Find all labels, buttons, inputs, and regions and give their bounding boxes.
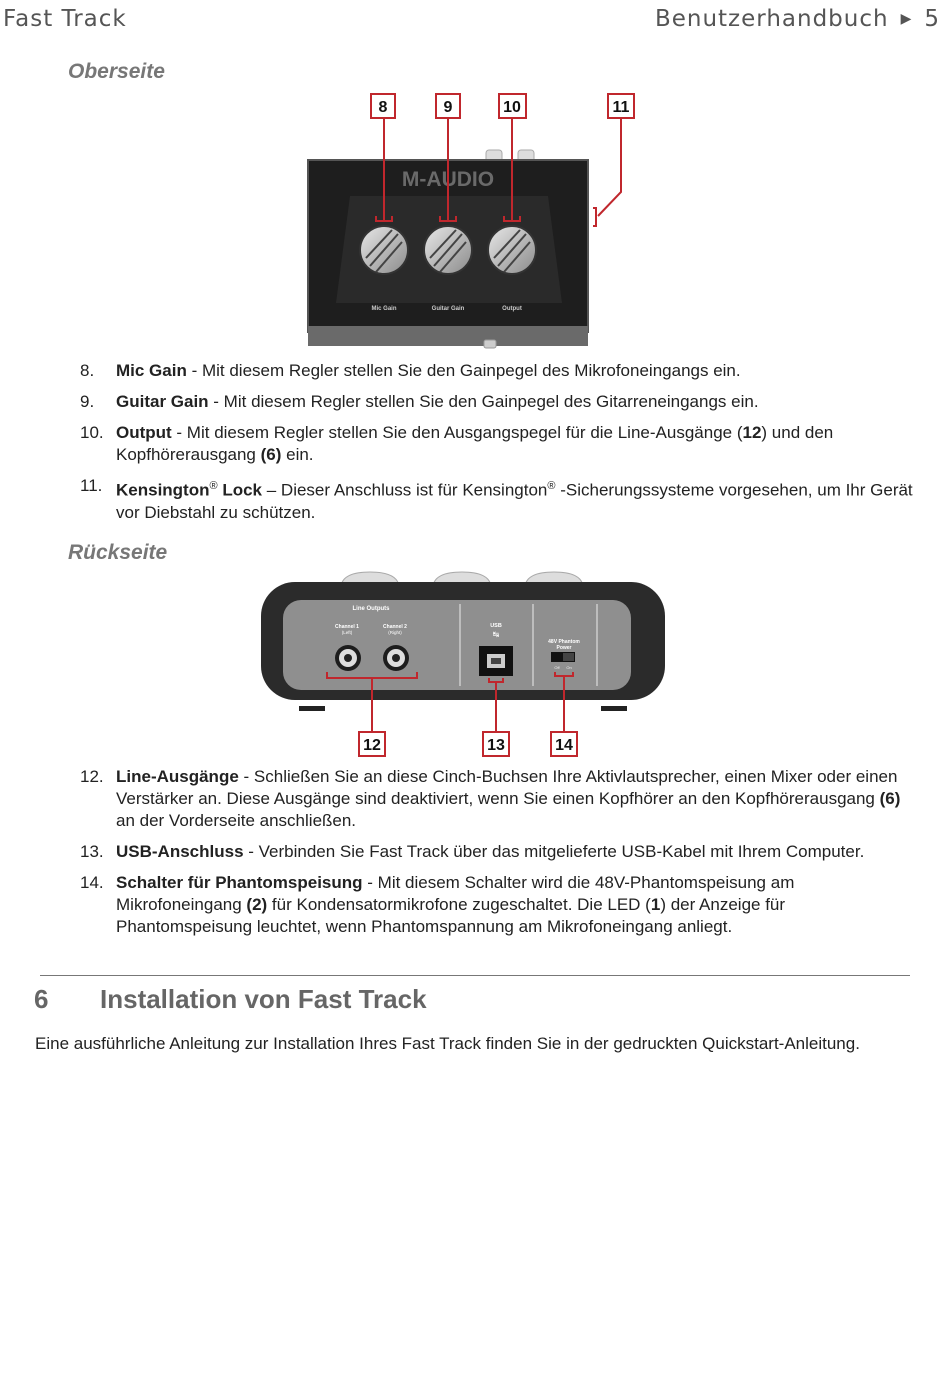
knob-label: Guitar Gain bbox=[431, 306, 465, 312]
item-term: Mic Gain bbox=[116, 361, 187, 380]
manual-title: Benutzerhandbuch bbox=[654, 6, 889, 32]
phantom-power-switch bbox=[551, 652, 575, 662]
back-panel-figure bbox=[255, 568, 675, 760]
item-number: 12. bbox=[80, 767, 104, 786]
section-divider bbox=[40, 975, 910, 976]
callout-12 bbox=[359, 732, 385, 756]
device-brand: M-AUDIO bbox=[401, 168, 495, 191]
usb-icon: ↹ bbox=[492, 630, 500, 639]
list-item bbox=[80, 360, 920, 382]
output-knob bbox=[488, 226, 536, 274]
item-number: 8. bbox=[80, 361, 95, 380]
callout-13 bbox=[483, 732, 509, 756]
page-number: 5 bbox=[924, 6, 940, 32]
running-header-right bbox=[655, 6, 940, 32]
callout-9 bbox=[436, 94, 460, 118]
item-text: Mic Gain - Mit diesem Regler stellen Sie den Gainpegel des Mikrofoneingangs ein. bbox=[116, 361, 741, 380]
svg-text:12: 12 bbox=[363, 737, 381, 754]
list-item bbox=[80, 391, 920, 413]
label-line-outputs: Line Outputs bbox=[352, 606, 390, 612]
section-title-rueckseite: Rückseite bbox=[68, 541, 168, 564]
item-text: Output - Mit diesem Regler stellen Sie den Ausgangspegel für die Line-Ausgänge (12) und den Kopfhörerausgang (6) ein. bbox=[116, 423, 834, 464]
label-channel-1: Channel 1 bbox=[335, 624, 359, 630]
callout-10 bbox=[499, 94, 526, 118]
label-off: Off bbox=[554, 665, 560, 670]
item-term: Output bbox=[116, 423, 172, 442]
label-on: On bbox=[566, 665, 572, 670]
chapter-heading bbox=[34, 984, 427, 1015]
top-panel-figure bbox=[300, 88, 640, 350]
top-feature-list bbox=[80, 360, 920, 533]
svg-text:9: 9 bbox=[443, 99, 453, 116]
back-feature-list bbox=[80, 766, 920, 947]
label-phantom: 48V Phantom bbox=[548, 639, 580, 645]
list-item bbox=[80, 872, 920, 938]
triangle-right-icon: ▶ bbox=[900, 11, 913, 27]
item-text: Line-Ausgänge - Schließen Sie an diese Cinch-Buchsen Ihre Aktivlautsprecher, einen Mixer oder einen Verstärker an. Diese Ausgänge sind deaktiviert, wenn Sie einen Kopfhörer an den Kopfhörerausgang (6) an der Vorderseite anschließen. bbox=[116, 767, 901, 830]
item-number: 14. bbox=[80, 873, 104, 892]
svg-text:10: 10 bbox=[503, 99, 521, 116]
item-text: USB-Anschluss - Verbinden Sie Fast Track über das mitgelieferte USB-Kabel mit Ihrem Computer. bbox=[116, 842, 865, 861]
item-text: Schalter für Phantomspeisung - Mit diesem Schalter wird die 48V-Phantomspeisung am Mikrofoneingang (2) für Kondensatormikrofone zugeschaltet. Die LED (1) der Anzeige für Phantomspeisung leuchtet, wenn Phantomspannung am Mikrofoneingang anliegt. bbox=[116, 873, 795, 936]
item-term: USB-Anschluss bbox=[116, 842, 244, 861]
knob-label: Output bbox=[502, 306, 522, 312]
label-usb: USB bbox=[490, 623, 502, 629]
list-item bbox=[80, 475, 920, 524]
chapter-intro: Eine ausführliche Anleitung zur Installation Ihres Fast Track finden Sie in der gedruckten Quickstart-Anleitung. bbox=[35, 1034, 860, 1053]
guitar-gain-knob bbox=[424, 226, 472, 274]
label-channel-1-sub: (Left) bbox=[341, 630, 353, 635]
callout-11 bbox=[608, 94, 634, 118]
section-title-oberseite: Oberseite bbox=[68, 60, 165, 83]
callout-8 bbox=[371, 94, 395, 118]
label-channel-2: Channel 2 bbox=[383, 624, 407, 630]
knob-label: Mic Gain bbox=[371, 306, 397, 312]
rca-jack-left bbox=[335, 645, 361, 671]
rca-jack-right bbox=[383, 645, 409, 671]
item-term: Line-Ausgänge bbox=[116, 767, 239, 786]
chapter-number: 6 bbox=[34, 984, 49, 1014]
usb-port bbox=[479, 646, 513, 676]
item-number: 10. bbox=[80, 423, 104, 442]
callout-14 bbox=[551, 732, 577, 756]
list-item bbox=[80, 841, 920, 863]
item-term: Guitar Gain bbox=[116, 392, 209, 411]
item-text: Kensington® Lock – Dieser Anschluss ist für Kensington® -Sicherungssysteme vorgesehen, um Ihr Gerät vor Diebstahl zu schützen. bbox=[116, 480, 913, 522]
mic-gain-knob bbox=[360, 226, 408, 274]
list-item bbox=[80, 422, 920, 466]
item-term: Kensington bbox=[116, 480, 210, 500]
chapter-title: Installation von Fast Track bbox=[100, 984, 427, 1014]
item-text: Guitar Gain - Mit diesem Regler stellen Sie den Gainpegel des Gitarreneingangs ein. bbox=[116, 392, 759, 411]
svg-text:11: 11 bbox=[612, 99, 630, 116]
svg-text:13: 13 bbox=[487, 737, 505, 754]
list-item bbox=[80, 766, 920, 832]
item-number: 13. bbox=[80, 842, 104, 861]
label-phantom-power: Power bbox=[556, 645, 572, 651]
running-header-title: Fast Track bbox=[3, 6, 127, 32]
item-term: Schalter für Phantomspeisung bbox=[116, 873, 363, 892]
label-channel-2-sub: (Right) bbox=[388, 630, 402, 635]
item-number: 11. bbox=[80, 476, 103, 495]
item-number: 9. bbox=[80, 392, 95, 411]
svg-text:8: 8 bbox=[378, 99, 388, 116]
svg-text:14: 14 bbox=[555, 737, 573, 754]
